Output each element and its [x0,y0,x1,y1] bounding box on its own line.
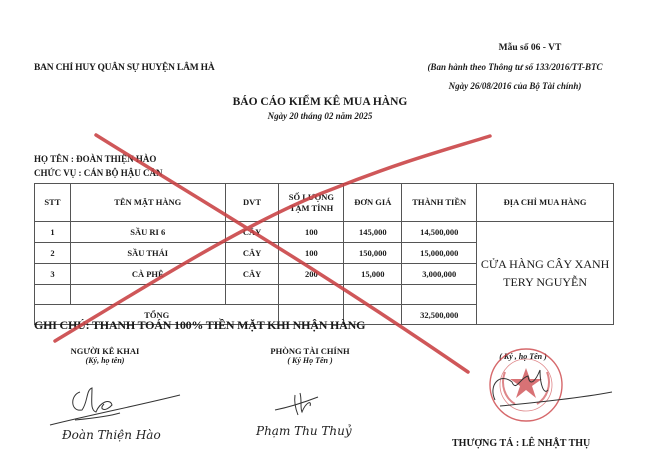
cell-empty [70,285,225,305]
document-date: Ngày 20 tháng 02 năm 2025 [267,111,373,121]
commander-name: THƯỢNG TÁ : LÊ NHẬT THỤ [452,438,591,449]
organization-name: BAN CHỈ HUY QUÂN SỰ HUYỆN LÂM HÀ [34,63,215,73]
signature-scribble-finance [275,393,318,415]
header-purchase-address: ĐỊA CHỈ MUA HÀNG [477,184,614,222]
header-item-name: TÊN MẶT HÀNG [70,184,225,222]
signature-scribble-declarant [50,388,180,425]
payment-note: GHI CHÚ: THANH TOÁN 100% TIỀN MẶT KHI NHẬN HÀNG [34,318,366,332]
purchase-table [34,183,614,325]
total-label: TỔNG [35,305,279,325]
cell-empty [344,285,402,305]
header-quantity-line2: TẠM TÍNH [289,202,334,213]
cell-empty [35,285,71,305]
cell-unit: CÂY [225,222,279,243]
cell-stt: 3 [35,264,71,285]
cell-unit: CÂY [225,243,279,264]
handwritten-name-finance: Phạm Thu Thuỷ [256,424,352,438]
cell-stt: 1 [35,222,71,243]
person-info [34,152,163,180]
header-amount: THÀNH TIỀN [402,184,477,222]
address-line2: TERY NGUYỄN [503,275,588,289]
cell-item-name: SẦU RI 6 [70,222,225,243]
cell-quantity: 100 [279,222,344,243]
handwritten-name-declarant: Đoàn Thiện Hào [62,428,161,442]
form-reference-line2: Ngày 26/08/2016 của Bộ Tài chính) [448,81,582,91]
signature-block-commander [478,352,568,361]
cell-unit-price: 145,000 [344,222,402,243]
cell-quantity: 200 [279,264,344,285]
header-unit: DVT [225,184,279,222]
header-quantity-line1: SỐ LƯỢNG [288,191,335,202]
cell-unit-price: 15,000 [344,264,402,285]
cell-purchase-address [477,222,614,325]
cell-amount: 14,500,000 [402,222,477,243]
cell-unit-price: 150,000 [344,243,402,264]
cell-quantity: 100 [279,243,344,264]
cell-empty [402,285,477,305]
signature-block-finance [235,346,385,365]
signature-scribble-commander [493,370,612,406]
cell-unit: CÂY [225,264,279,285]
signature-subtitle: (Ký, họ tên) [85,356,125,365]
signature-subtitle: ( Ký Họ Tên ) [287,356,333,365]
document-title: BÁO CÁO KIỂM KÊ MUA HÀNG [232,96,408,108]
signature-subtitle: ( Ký , họ Tên ) [499,352,547,361]
total-amount: 32,500,000 [402,305,477,325]
header-unit-price: ĐƠN GIÁ [344,184,402,222]
signature-title: NGƯỜI KÊ KHAI [70,346,140,356]
cell-amount: 3,000,000 [402,264,477,285]
header-quantity [279,184,344,222]
cell-empty [279,285,344,305]
signature-title: PHÒNG TÀI CHÍNH [270,346,350,356]
form-reference-line1: (Ban hành theo Thông tư số 133/2016/TT-BTC [427,62,603,72]
cell-item-name: CÀ PHÊ [70,264,225,285]
cell-stt: 2 [35,243,71,264]
address-line1: CỬA HÀNG CÂY XANH [480,257,610,271]
cell-item-name: SẦU THÁI [70,243,225,264]
signature-block-declarant [40,346,170,365]
star-icon [510,368,542,398]
person-position: CHỨC VỤ : CÁN BỘ HẬU CẦN [34,168,163,178]
form-number: Mẫu số 06 - VT [498,43,562,53]
table-row [35,222,614,243]
cell-empty [225,285,279,305]
person-name: HỌ TÊN : ĐOÀN THIỆN HÀO [34,154,157,164]
header-stt: STT [35,184,71,222]
table-header-row [35,184,614,222]
cell-amount: 15,000,000 [402,243,477,264]
